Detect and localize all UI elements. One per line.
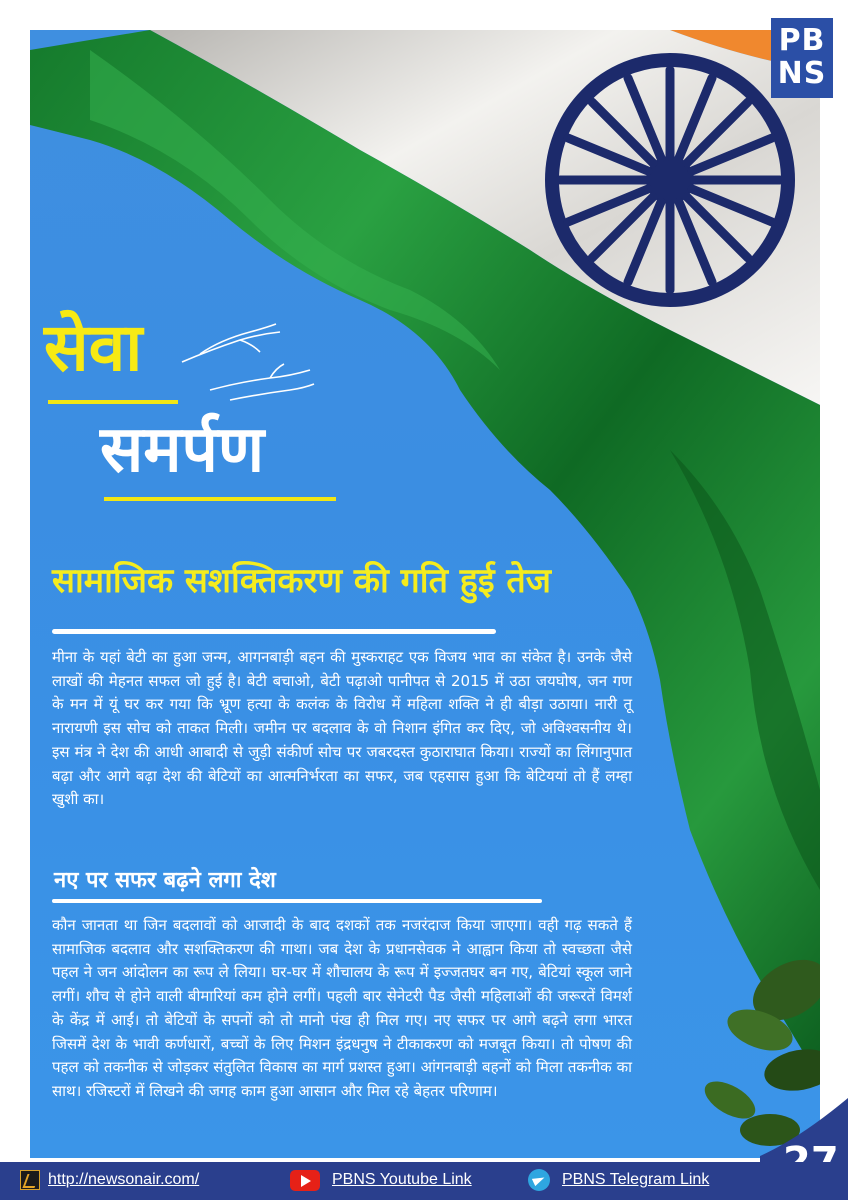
footer-telegram-link[interactable] bbox=[528, 1168, 709, 1192]
section-heading: नए पर सफर बढ़ने लगा देश bbox=[54, 868, 276, 893]
telegram-icon bbox=[528, 1169, 550, 1191]
telegram-link-label[interactable]: PBNS Telegram Link bbox=[562, 1171, 710, 1188]
youtube-icon bbox=[290, 1170, 320, 1191]
logo-line2: NS bbox=[777, 56, 827, 91]
title-samarpan-underline bbox=[104, 497, 336, 501]
hands-icon bbox=[182, 324, 314, 400]
youtube-link-label[interactable]: PBNS Youtube Link bbox=[332, 1171, 472, 1188]
article-paragraph-2: कौन जानता था जिन बदलावों को आजादी के बाद दशकों तक नजरंदाज किया जाएगा। वही गढ़ सकते हैं सामाजिक बदलाव और सशक्तिकरण की गाथा। जब देश के प्रधानसेवक ने आह्वान किया तो स्वच्छता जैसे पहल ने जन आंदोलन का रूप ले लिया। घर-घर में शौचालय के रूप में इज्जतघर बन गए, बेटियां स्कूल जाने लगीं। शौच से होने वाली बीमारियां कम होने लगीं। पहली बार सेनेटरी पैड जैसी महिलाओं की जरूरतें विमर्श के केंद्र में आईं। तो बेटियों के सपनों को तो मानो पंख ही मिल गए। नए सफर पर आगे बढ़ने लगा भारत जिसमें देश के भावी कर्णधारों, बच्चों के लिए मिशन इंद्रधनुष ने टीकाकरण को मजबूत किया। तो पोषण की पहल को तकनीक से जोड़कर संतुलित विकास का मार्ग प्रशस्त हुआ। आंगनबाड़ी बहनों को मिला तकनीक का साथ। रजिस्टरों में लिखने की जगह काम हुआ आसान और मिल रहे बेहतर परिणाम। bbox=[52, 916, 632, 1100]
article-subtitle: सामाजिक सशक्तिकरण की गति हुई तेज bbox=[52, 561, 551, 601]
subtitle-divider bbox=[52, 629, 496, 634]
footer-website-link[interactable] bbox=[20, 1168, 199, 1192]
title-samarpan: समर्पण bbox=[100, 413, 265, 487]
pbns-logo bbox=[771, 18, 833, 98]
website-icon bbox=[20, 1170, 40, 1190]
footer-youtube-link[interactable] bbox=[290, 1168, 472, 1192]
title-seva-underline bbox=[48, 400, 178, 404]
article-paragraph-1: मीना के यहां बेटी का हुआ जन्म, आगनबाड़ी बहन की मुस्कराहट एक विजय भाव का संकेत है। उनके जैसे लाखों की मेहनत सफल जो हुई है। बेटी बचाओ, बेटी पढ़ाओ पानीपत से 2015 में उठा जयघोष, जन गण के मन में यूं घर कर गया कि भ्रूण हत्या के कलंक के विरोध में महिला शक्ति ने ही बीड़ा उठाया। नारी तू नारायणी इस सोच को ताकत मिली। जमीन पर बदलाव के वो निशान इंगित कर दिए, जो अविश्वसनीय थे। इस मंत्र ने देश की आधी आबादी से जुड़ी संकीर्ण सोच पर जबरदस्त कुठाराघात किया। राज्यों का लिंगानुपात बढ़ा और आगे बढ़ा देश की बेटियों का आत्मनिर्भरता का सफर, जब एहसास हुआ कि बेटिययां तो हैं लम्हा खुशी का। bbox=[52, 648, 632, 809]
section-divider bbox=[52, 899, 542, 903]
website-url[interactable]: http://newsonair.com/ bbox=[48, 1171, 200, 1188]
title-seva: सेवा bbox=[44, 309, 143, 386]
logo-line1: PB bbox=[778, 23, 826, 58]
ashoka-chakra-icon bbox=[552, 60, 788, 300]
